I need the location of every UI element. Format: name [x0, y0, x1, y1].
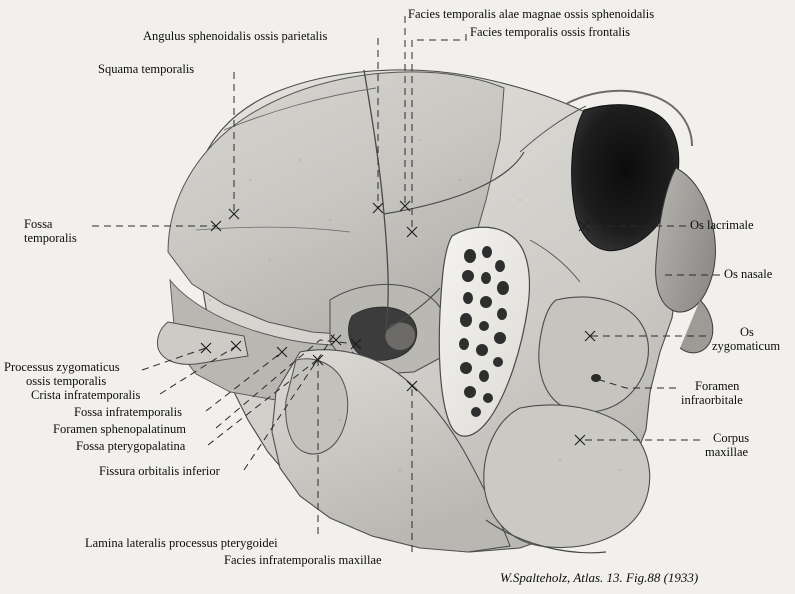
label-angulus-sphenoidalis-ossis-parietalis: [143, 29, 327, 43]
label-os-nasale: [724, 267, 772, 281]
label-line: temporalis: [24, 231, 77, 245]
label-line: Angulus sphenoidalis ossis parietalis: [143, 29, 328, 43]
label-line: Crista infratemporalis: [31, 388, 141, 402]
label-facies-temporalis-alae-magnae: [408, 7, 654, 21]
label-os-lacrimale: [690, 218, 754, 232]
label-line: Facies temporalis ossis frontalis: [470, 25, 631, 39]
label-line: Facies infratemporalis maxillae: [224, 553, 382, 567]
label-foramen-infraorbitale: [681, 379, 743, 407]
label-os-zygomaticum: [712, 325, 780, 353]
label-line: Fossa infratemporalis: [74, 405, 182, 419]
label-fossa-pterygopalatina: [76, 439, 185, 453]
label-line: Os nasale: [724, 267, 773, 281]
label-foramen-sphenopalatinum: [53, 422, 186, 436]
label-line: Os lacrimale: [690, 218, 754, 232]
label-fossa-infratemporalis: [74, 405, 182, 419]
label-lamina-lateralis-processus-pterygoidei: [85, 536, 278, 550]
label-line: zygomaticum: [712, 339, 781, 353]
label-line: maxillae: [705, 445, 749, 459]
label-crista-infratemporalis: [31, 388, 140, 402]
figure-credit: W.Spalteholz, Atlas. 13. Fig.88 (1933): [500, 570, 699, 585]
label-squama-temporalis: [98, 62, 194, 76]
label-corpus-maxillae: [705, 431, 749, 459]
label-line: Fissura orbitalis inferior: [99, 464, 220, 478]
label-line: Foramen sphenopalatinum: [53, 422, 186, 436]
label-line: Corpus: [713, 431, 750, 445]
label-facies-temporalis-ossis-frontalis: [470, 25, 630, 39]
label-fissura-orbitalis-inferior: [99, 464, 220, 478]
label-facies-infratemporalis-maxillae: [224, 553, 382, 567]
label-fossa-temporalis: [24, 217, 77, 245]
label-line: Lamina lateralis processus pterygoidei: [85, 536, 278, 550]
label-line: Facies temporalis alae magnae ossis sphenoidalis: [408, 7, 655, 21]
label-processus-zygomaticus-ossis-temporalis: [4, 360, 120, 388]
label-line: Fossa: [24, 217, 53, 231]
label-line: Processus zygomaticus: [4, 360, 120, 374]
label-line: infraorbitale: [681, 393, 743, 407]
label-line: Squama temporalis: [98, 62, 195, 76]
label-line: Foramen: [695, 379, 740, 393]
label-line: ossis temporalis: [26, 374, 107, 388]
label-line: Fossa pterygopalatina: [76, 439, 186, 453]
label-line: Os: [740, 325, 754, 339]
